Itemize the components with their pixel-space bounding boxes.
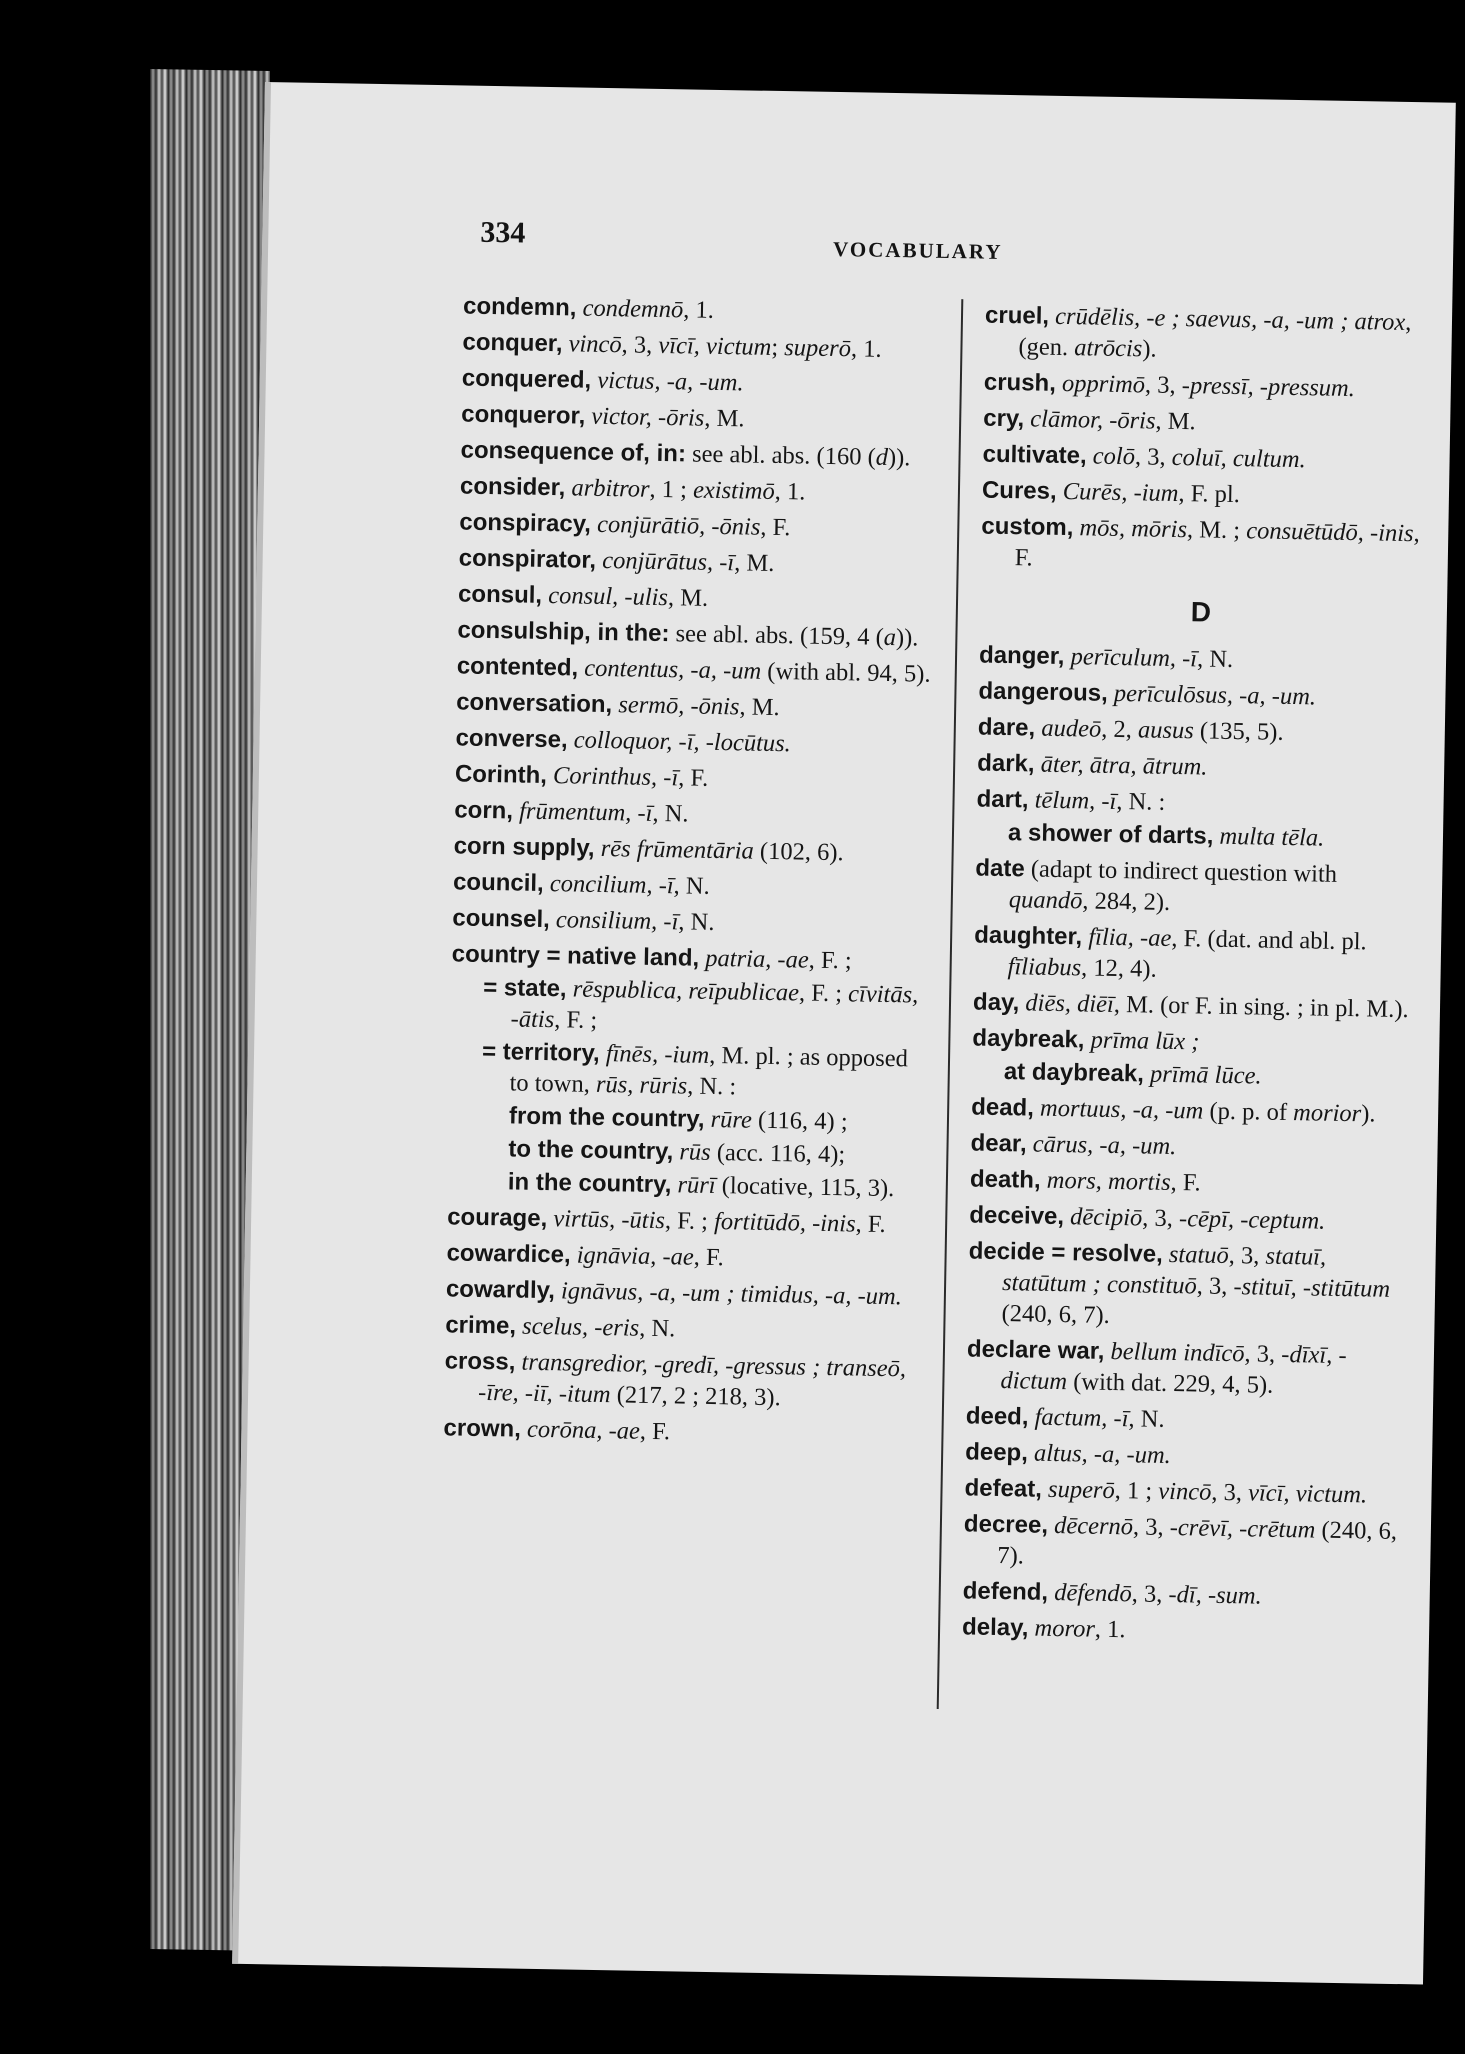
headword: country = native land, <box>451 940 700 972</box>
vocab-entry <box>973 986 1415 1025</box>
headword: to the country, <box>508 1135 674 1166</box>
gloss-text: , N. <box>673 872 710 900</box>
latin-form: arbitror <box>571 474 650 503</box>
gloss-text: , F. ; <box>554 1006 598 1034</box>
latin-form: -dīxī, -dictum <box>1000 1340 1347 1396</box>
vocab-entry <box>977 748 1419 787</box>
vocab-entry <box>969 1199 1411 1238</box>
headword: cross, <box>444 1347 516 1376</box>
latin-form: victus, -a, -um. <box>597 366 744 397</box>
latin-form: factum, -ī <box>1034 1403 1129 1433</box>
gloss-text: , F. <box>678 764 709 792</box>
headword: death, <box>969 1165 1041 1194</box>
latin-form: colloquor, -ī, -locūtus. <box>573 726 792 758</box>
headword: at daybreak, <box>1003 1058 1145 1088</box>
headword: defend, <box>962 1577 1049 1606</box>
latin-form: ignāvus, -a, -um ; timidus, -a, -um. <box>560 1277 903 1311</box>
headword: conversation, <box>455 688 613 719</box>
latin-form: statuī, statūtum ; constituō <box>1001 1242 1327 1300</box>
gloss-text: , F. <box>639 1417 671 1446</box>
latin-form: conjūrātiō, -ōnis <box>596 510 761 541</box>
gloss-text: (p. p. of <box>1203 1097 1294 1127</box>
gloss-text: )). <box>887 443 911 472</box>
vocab-entry <box>976 784 1418 823</box>
latin-form: clāmor, -ōris <box>1030 405 1156 435</box>
gloss-text: , 12, 4). <box>1080 954 1157 983</box>
headword: cruel, <box>984 301 1050 330</box>
headword: consul, <box>457 580 543 609</box>
headword: conqueror, <box>461 400 586 430</box>
left-column <box>443 290 943 1456</box>
vocab-entry <box>458 578 938 617</box>
gloss-text: , F. ; <box>798 979 849 1008</box>
latin-form: victor, -ōris <box>591 402 705 432</box>
latin-form: prīmā lūce. <box>1149 1060 1262 1090</box>
latin-form: prīma lūx ; <box>1090 1026 1200 1056</box>
headword: conquer, <box>462 328 563 358</box>
latin-form: quandō <box>1008 886 1083 915</box>
vocab-entry <box>453 830 933 869</box>
section-letter: D <box>1190 596 1212 628</box>
gloss-text: , 3, <box>1211 1478 1249 1507</box>
headword: Cures, <box>981 476 1057 505</box>
gloss-text: , 1 ; <box>1114 1477 1159 1505</box>
gloss-text: , M. ; <box>1186 516 1247 545</box>
gloss-text: , 1. <box>1094 1615 1126 1644</box>
latin-form: rūrī <box>677 1171 716 1200</box>
latin-form: a <box>883 623 897 652</box>
gloss-text: , M. (or F. in sing. ; in pl. M.). <box>1113 990 1409 1024</box>
gloss-text: , M. pl. ; as opposed to town, <box>509 1041 909 1098</box>
latin-form: cīvitās, -ātis <box>510 980 919 1034</box>
latin-form: opprimō <box>1061 369 1146 399</box>
vocab-entry <box>444 1345 925 1415</box>
latin-form: patria, -ae <box>705 944 809 974</box>
vocab-entry <box>448 1165 928 1204</box>
headword: cowardly, <box>445 1275 556 1305</box>
gloss-text: , F. <box>1014 520 1420 572</box>
gloss-text: , N. : <box>686 1072 737 1101</box>
headword: dead, <box>970 1093 1035 1122</box>
latin-form: fīliabus <box>1007 953 1082 982</box>
latin-form: consilium, -ī <box>555 906 679 936</box>
headword: crown, <box>443 1414 522 1443</box>
gloss-text: (locative, 115, 3). <box>715 1172 895 1203</box>
vocab-entry <box>963 1575 1405 1614</box>
gloss-text: , 1. <box>850 335 882 363</box>
gloss-text: , 1 ; <box>649 475 694 504</box>
latin-form: fīlia, -ae <box>1088 923 1172 952</box>
headword: crime, <box>445 1311 517 1340</box>
latin-form: condemnō <box>582 294 684 324</box>
vocab-entry <box>456 686 936 725</box>
vocab-entry <box>963 1508 1406 1578</box>
vocab-entry <box>965 1436 1407 1475</box>
gloss-text: , N. <box>1196 645 1234 673</box>
latin-form: concilium, -ī <box>549 870 674 900</box>
page-number: 334 <box>480 215 526 250</box>
vocab-entry <box>443 1412 923 1451</box>
headword: dear, <box>970 1129 1027 1158</box>
headword: cry, <box>983 404 1025 433</box>
vocab-entry <box>450 971 931 1041</box>
latin-form: superō <box>784 334 852 363</box>
vocab-entry <box>446 1237 926 1276</box>
latin-form: coluī, cultum. <box>1171 443 1306 474</box>
gloss-text: , 3, <box>1196 1272 1234 1301</box>
latin-form: -dī, -sum. <box>1168 1581 1262 1610</box>
gloss-text: , F. <box>693 1243 725 1272</box>
latin-form: consul, -ulis <box>547 582 669 612</box>
latin-form: d <box>875 443 889 471</box>
headword: dare, <box>977 713 1036 742</box>
gloss-text: , 3, <box>1142 1204 1180 1233</box>
vocab-entry <box>462 362 942 401</box>
latin-form: ausus <box>1137 716 1195 745</box>
gloss-text: (116, 4) ; <box>751 1106 848 1136</box>
vocab-entry <box>972 1055 1414 1094</box>
headword: declare war, <box>966 1335 1105 1365</box>
latin-form: rēspublica, reīpublicae <box>572 975 800 1007</box>
headword: delay, <box>961 1613 1029 1642</box>
headword: consequence of, in: <box>460 436 687 468</box>
latin-form: superō <box>1047 1475 1115 1505</box>
headword: counsel, <box>452 904 551 934</box>
latin-form: vincō <box>568 330 622 359</box>
headword: defeat, <box>964 1474 1043 1503</box>
latin-form: dēfendō <box>1053 1579 1133 1608</box>
latin-form: statuō <box>1168 1240 1230 1269</box>
latin-form: altus, -a, -um. <box>1033 1439 1172 1470</box>
vocab-entry <box>973 920 1416 990</box>
vocab-entry <box>976 817 1418 856</box>
latin-form: -pressī, -pressum. <box>1181 372 1356 403</box>
latin-form: vīcī, victum. <box>1247 1479 1368 1509</box>
headword: crush, <box>983 368 1057 397</box>
headword: in the country, <box>507 1168 672 1199</box>
vocab-entry <box>461 398 941 437</box>
vocab-entry <box>447 1201 927 1240</box>
latin-form: multa tēla. <box>1219 822 1325 852</box>
vocab-entry <box>455 758 935 797</box>
gloss-text: , N. <box>638 1314 676 1343</box>
gloss-text: (with abl. 94, 5). <box>760 657 931 688</box>
latin-form: rūs, rūris <box>595 1070 688 1100</box>
vocab-entry <box>982 439 1424 478</box>
latin-form: crūdēlis, -e ; saevus, -a, -um ; atrox <box>1054 302 1406 336</box>
headword: custom, <box>981 512 1074 542</box>
latin-form: dēcernō <box>1053 1511 1134 1541</box>
latin-form: morior <box>1292 1099 1362 1128</box>
gloss-text: ). <box>1142 335 1157 363</box>
gloss-text: (240, 6, 7). <box>997 1516 1398 1570</box>
vocab-entry <box>967 1235 1411 1336</box>
latin-form: -crēvī, -crētum <box>1169 1514 1316 1544</box>
latin-form: mors, mortis <box>1046 1166 1171 1196</box>
latin-form: fīnēs, -ium <box>605 1040 710 1069</box>
latin-form: moror <box>1034 1614 1096 1643</box>
gloss-text: )). <box>895 624 919 652</box>
latin-form: rūs <box>679 1138 711 1166</box>
vocab-entry <box>463 290 943 329</box>
gloss-text: (acc. 116, 4); <box>710 1138 846 1169</box>
headword: = territory, <box>481 1037 600 1067</box>
vocab-entry <box>971 1091 1413 1130</box>
gloss-text: , M. <box>739 693 780 722</box>
vocab-entry <box>964 1472 1406 1511</box>
vocab-entry <box>454 794 934 833</box>
headword: condemn, <box>462 292 577 322</box>
gloss-text: , F. <box>1170 1168 1201 1197</box>
vocab-entry <box>453 866 933 905</box>
vocab-entry <box>970 1127 1412 1166</box>
gloss-text: , F. ; <box>808 946 852 975</box>
headword: daybreak, <box>972 1024 1085 1054</box>
vocab-entry <box>455 722 935 761</box>
headword: deed, <box>965 1402 1029 1431</box>
headword: decree, <box>963 1510 1049 1539</box>
latin-form: mōs, mōris <box>1079 514 1188 544</box>
gloss-text: , M. <box>1155 407 1196 436</box>
vocab-entry <box>978 712 1420 751</box>
vocab-entry <box>981 511 1424 581</box>
gloss-text: see abl. abs. (159, 4 ( <box>675 620 884 651</box>
gloss-text: see abl. abs. (160 ( <box>691 440 876 471</box>
vocab-entry <box>984 367 1426 406</box>
right-column-d-entries <box>962 640 1421 1651</box>
latin-form: contentus, -a, -um <box>584 654 762 685</box>
gloss-text: , F. <box>760 513 791 542</box>
latin-form: colō <box>1092 442 1136 471</box>
latin-form: Curēs, -ium <box>1062 477 1179 508</box>
vocab-entry <box>458 542 938 581</box>
gloss-text: , F. pl. <box>1178 480 1241 509</box>
gloss-text: , 2, <box>1100 715 1139 744</box>
book-page <box>232 82 1456 1984</box>
latin-form: rūre <box>710 1105 753 1134</box>
latin-form: conjūrātus, -ī <box>601 546 735 577</box>
vocab-entry <box>462 326 942 365</box>
vocab-entry <box>460 434 940 473</box>
headword: contented, <box>456 652 579 682</box>
latin-form: -stituī, -stitūtum <box>1233 1273 1391 1303</box>
right-column-c-entries <box>981 300 1428 581</box>
gloss-text: , F. ; <box>664 1207 715 1236</box>
latin-form: existimō <box>692 476 775 505</box>
headword: deep, <box>964 1438 1029 1467</box>
gloss-text: ; <box>771 333 785 362</box>
latin-form: diēs, diēī <box>1025 989 1115 1018</box>
running-head: VOCABULARY <box>832 236 1003 264</box>
gloss-text: , N. <box>652 799 689 828</box>
gloss-text: (adapt to indirect question with <box>1030 855 1338 888</box>
vocab-entry <box>459 506 939 545</box>
latin-form: mortuus, -a, -um <box>1039 1094 1204 1125</box>
vocab-entry <box>457 650 937 689</box>
vocab-entry <box>979 640 1421 679</box>
headword: dart, <box>976 785 1029 814</box>
vocab-entry <box>970 1163 1412 1202</box>
gloss-text: , F. (dat. and abl. pl. <box>1171 924 1367 956</box>
headword: conspiracy, <box>459 508 592 538</box>
headword: converse, <box>455 724 568 754</box>
latin-form: -cēpī, -ceptum. <box>1178 1205 1326 1235</box>
latin-form: dēcipiō <box>1069 1203 1143 1232</box>
right-column <box>962 300 1427 1656</box>
headword: decide = resolve, <box>968 1237 1164 1268</box>
latin-form: rēs frūmentāria <box>600 834 755 865</box>
headword: dangerous, <box>978 677 1109 707</box>
headword: day, <box>972 988 1020 1017</box>
vocab-entry <box>962 1611 1404 1650</box>
latin-form: bellum indīcō <box>1110 1337 1245 1368</box>
latin-form: virtūs, -ūtis <box>553 1205 666 1235</box>
gloss-text: , N. <box>1128 1405 1165 1433</box>
gloss-text: , 3, <box>1244 1340 1282 1368</box>
gloss-text: , F. <box>855 1210 886 1239</box>
headword: courage, <box>446 1203 548 1233</box>
latin-form: atrōcis <box>1074 334 1143 363</box>
gloss-text: , 3, <box>1228 1242 1266 1270</box>
gloss-text: , M. <box>704 404 745 433</box>
gloss-text: ). <box>1360 1100 1376 1128</box>
gloss-text: , 3, <box>1134 443 1172 471</box>
headword: a shower of darts, <box>1007 819 1214 850</box>
headword: conquered, <box>461 364 592 394</box>
gloss-text: , M. <box>667 584 709 612</box>
latin-form: vīcī, victum <box>658 331 772 361</box>
headword: cowardice, <box>446 1239 571 1269</box>
vocab-entry <box>460 470 940 509</box>
headword: dark, <box>976 749 1035 778</box>
headword: conspirator, <box>458 544 597 574</box>
latin-form: cārus, -a, -um. <box>1032 1130 1177 1161</box>
latin-form: audeō <box>1041 714 1102 743</box>
latin-form: perīculum, -ī <box>1070 643 1198 673</box>
latin-form: scelus, -eris <box>521 1312 640 1342</box>
headword: consider, <box>459 472 566 502</box>
gloss-text: , 3, <box>1132 1513 1171 1542</box>
vocab-entry <box>449 1035 930 1105</box>
vocab-entry <box>445 1309 925 1348</box>
column-rule <box>937 299 964 1709</box>
latin-form: tēlum, -ī <box>1034 786 1117 815</box>
gloss-text: , N. : <box>1116 787 1166 816</box>
headword: corn supply, <box>453 832 595 862</box>
headword: council, <box>452 868 544 897</box>
latin-form: fortitūdō, -inis <box>713 1208 856 1238</box>
gloss-text: , 3, <box>621 331 659 359</box>
headword: date <box>975 854 1025 883</box>
headword: danger, <box>978 641 1065 671</box>
gloss-text: , N. <box>678 908 715 936</box>
gloss-text: (240, 6, 7). <box>1001 1300 1111 1329</box>
gloss-text: , 1. <box>774 477 806 506</box>
latin-form: āter, ātra, ātrum. <box>1040 750 1208 781</box>
headword: Corinth, <box>454 760 548 790</box>
latin-form: vincō <box>1158 1477 1212 1506</box>
gloss-text: (135, 5). <box>1193 717 1284 746</box>
headword: corn, <box>454 796 514 825</box>
latin-form: transgredior, -gredī, -gressus ; transeō, -īre, -iī, -itum <box>477 1348 907 1409</box>
headword: from the country, <box>508 1102 705 1133</box>
headword: deceive, <box>969 1201 1065 1231</box>
gloss-text: , (gen. <box>1018 308 1412 362</box>
vocab-entry <box>966 1333 1409 1403</box>
latin-form: sermō, -ōnis <box>618 691 740 721</box>
vocab-entry <box>972 1022 1414 1061</box>
vocab-entry <box>966 1400 1408 1439</box>
vocab-entry <box>452 902 932 941</box>
vocab-entry <box>978 676 1420 715</box>
latin-form: corōna, -ae <box>526 1415 641 1445</box>
headword: = state, <box>482 973 567 1003</box>
vocab-entry <box>984 300 1427 370</box>
latin-form: ignāvia, -ae <box>576 1241 695 1271</box>
vocab-entry <box>982 475 1424 514</box>
headword: consulship, in the: <box>457 616 670 648</box>
latin-form: Corinthus, -ī <box>552 762 679 792</box>
latin-form: consuētūdō, -inis <box>1245 517 1414 548</box>
latin-form: frūmentum, -ī <box>518 797 653 827</box>
gloss-text: , 284, 2). <box>1082 887 1171 916</box>
headword: daughter, <box>973 921 1083 951</box>
gloss-text: , 3, <box>1144 371 1183 400</box>
vocab-entry <box>983 403 1425 442</box>
vocab-entry <box>457 614 937 653</box>
gloss-text: (with dat. 229, 4, 5). <box>1066 1368 1274 1399</box>
vocab-entry <box>446 1273 926 1312</box>
headword: cultivate, <box>982 440 1087 470</box>
gloss-text: , 1. <box>683 296 715 324</box>
gloss-text: (217, 2 ; 218, 3). <box>610 1381 781 1412</box>
latin-form: perīculōsus, -a, -um. <box>1113 679 1317 711</box>
gloss-text: , M. <box>733 549 775 577</box>
vocab-entry <box>975 853 1418 923</box>
gloss-text: (102, 6). <box>753 837 844 867</box>
gloss-text: , 3, <box>1131 1580 1169 1608</box>
